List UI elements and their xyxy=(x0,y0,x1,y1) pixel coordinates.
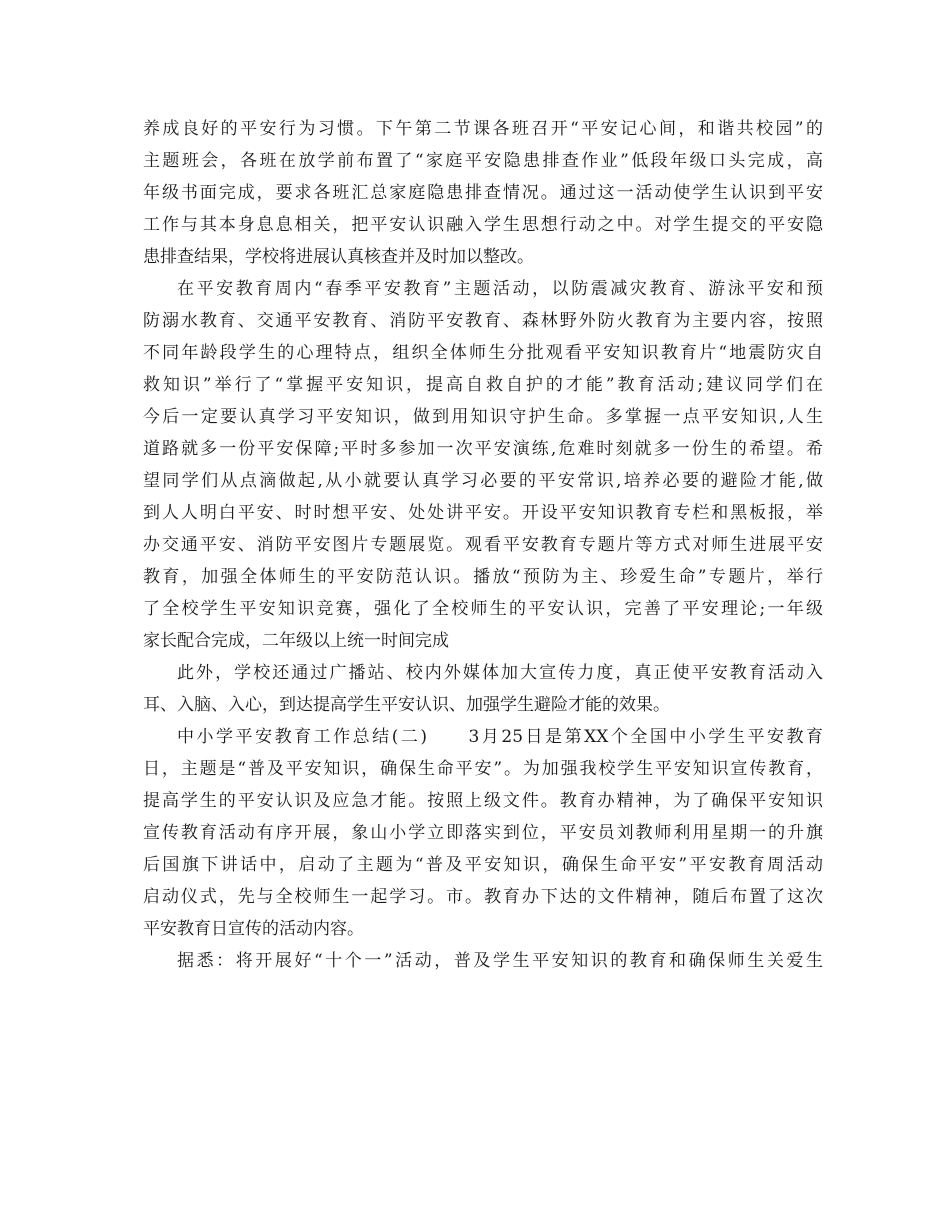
text-line: 宣传教育活动有序开展，象山小学立即落实到位，平安员刘教师利用星期一的升旗 xyxy=(143,823,823,843)
text-line: 办交通平安、消防平安图片专题展览。观看平安教育专题片等方式对师生进展平安 xyxy=(143,535,823,555)
text-line: 此外，学校还通过广播站、校内外媒体加大宣传力度，真正使平安教育活动入 xyxy=(177,663,823,683)
text-line: 防溺水教育、交通平安教育、消防平安教育、森林野外防火教育为主要内容，按照 xyxy=(143,311,823,331)
text-line: 提高学生的平安认识及应急才能。按照上级文件。教育办精神，为了确保平安知识 xyxy=(143,791,823,811)
text-line: 了全校学生平安知识竞赛，强化了全校师生的平安认识，完善了平安理论;一年级 xyxy=(143,599,823,619)
text-line: 患排查结果，学校将进展认真核查并及时加以整改。 xyxy=(143,247,534,267)
text-line: 后国旗下讲话中，启动了主题为“普及平安知识，确保生命平安”平安教育周活动 xyxy=(143,855,823,875)
text-line: 道路就多一份平安保障;平时多参加一次平安演练,危难时刻就多一份生的希望。希 xyxy=(143,439,823,459)
document-body xyxy=(143,113,823,977)
text-line: 救知识”举行了“掌握平安知识，提高自救自护的才能”教育活动;建议同学们在 xyxy=(143,375,823,395)
text-line: 耳、入脑、入心，到达提高学生平安认识、加强学生避险才能的效果。 xyxy=(143,695,670,715)
text-line: 中小学平安教育工作总结(二) 3月25日是第XX个全国中小学生平安教育 xyxy=(177,727,823,747)
text-line: 家长配合完成，二年级以上统一时间完成 xyxy=(143,631,449,651)
text-line: 据悉：将开展好“十个一”活动，普及学生平安知识的教育和确保师生关爱生 xyxy=(177,951,823,971)
text-line: 养成良好的平安行为习惯。下午第二节课各班召开“平安记心间，和谐共校园”的 xyxy=(143,119,823,139)
text-line: 到人人明白平安、时时想平安、处处讲平安。开设平安知识教育专栏和黑板报，举 xyxy=(143,503,823,523)
text-line: 工作与其本身息息相关，把平安认识融入学生思想行动之中。对学生提交的平安隐 xyxy=(143,215,823,235)
text-line: 启动仪式，先与全校师生一起学习。市。教育办下达的文件精神，随后布置了这次 xyxy=(143,887,823,907)
text-line: 年级书面完成，要求各班汇总家庭隐患排查情况。通过这一活动使学生认识到平安 xyxy=(143,183,823,203)
text-line: 望同学们从点滴做起,从小就要认真学习必要的平安常识,培养必要的避险才能,做 xyxy=(143,471,823,491)
text-line: 教育，加强全体师生的平安防范认识。播放“预防为主、珍爱生命”专题片，举行 xyxy=(143,567,823,587)
text-line: 今后一定要认真学习平安知识，做到用知识守护生命。多掌握一点平安知识,人生 xyxy=(143,407,823,427)
text-line: 主题班会，各班在放学前布置了“家庭平安隐患排查作业”低段年级口头完成，高 xyxy=(143,151,823,171)
text-line: 日，主题是“普及平安知识，确保生命平安”。为加强我校学生平安知识宣传教育， xyxy=(143,759,823,779)
text-line: 在平安教育周内“春季平安教育”主题活动，以防震减灾教育、游泳平安和预 xyxy=(177,279,823,299)
text-line: 平安教育日宣传的活动内容。 xyxy=(143,919,364,939)
text-line: 不同年龄段学生的心理特点，组织全体师生分批观看平安知识教育片“地震防灾自 xyxy=(143,343,823,363)
